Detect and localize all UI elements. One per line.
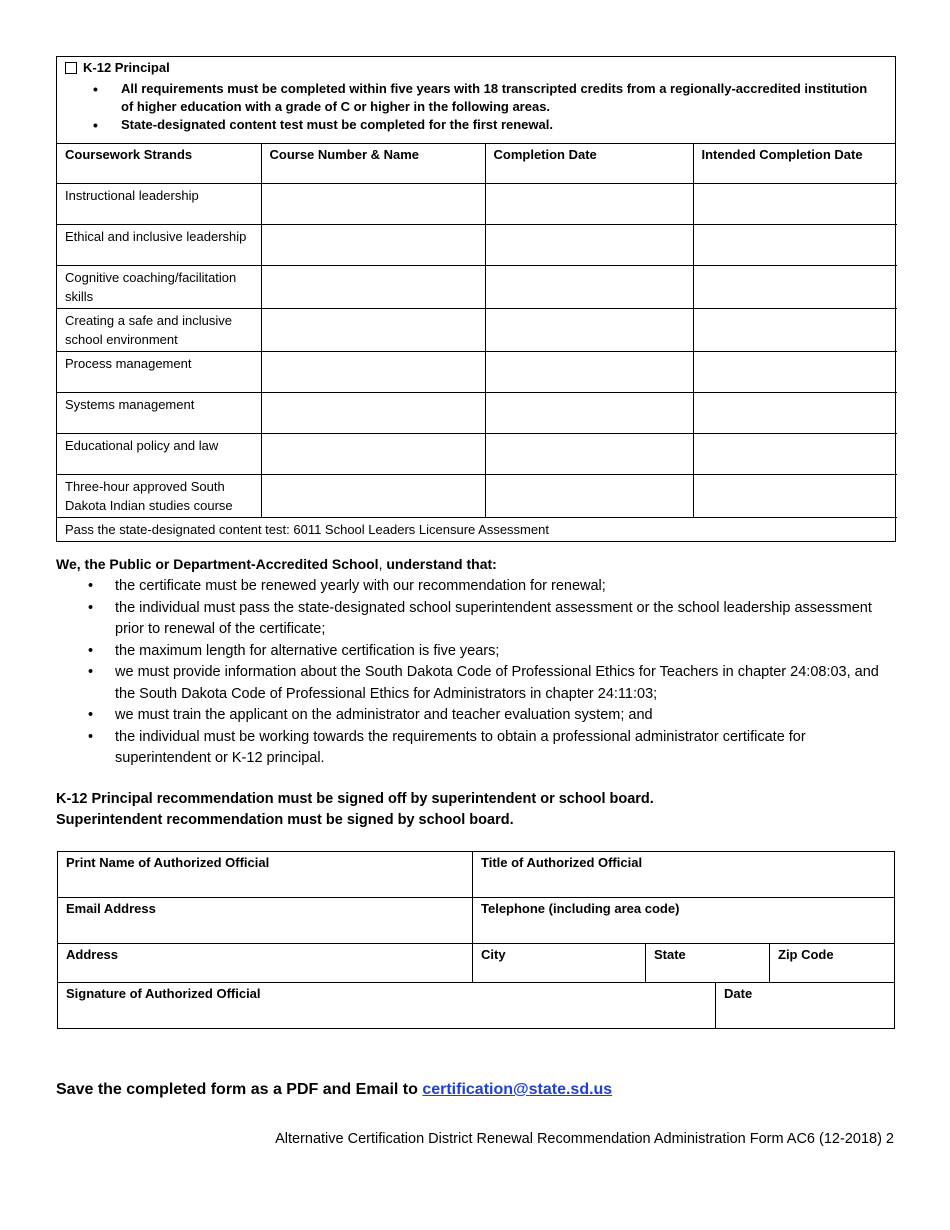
table-row (57, 266, 897, 309)
signoff-notice (56, 789, 654, 831)
strand-cell: Educational policy and law (57, 434, 261, 475)
completion-date-cell[interactable] (485, 352, 693, 393)
completion-date-cell[interactable] (485, 393, 693, 434)
page-footer: Alternative Certification District Renewal Recommendation Administration Form AC6 (12-2018) 2 (275, 1131, 894, 1147)
table-row (57, 184, 897, 225)
course-input-cell[interactable] (261, 352, 485, 393)
requirement-item: • All requirements must be completed within five years with 18 transcripted credits from a regionally-accredited institution of higher education with a grade of C or higher in the following areas. (93, 80, 883, 116)
print-name-field[interactable]: Print Name of Authorized Official (58, 852, 473, 898)
table-row (57, 309, 897, 352)
list-item: • the individual must be working towards the requirements to obtain a professional administrator certificate for superintendent or K-12 principal. (56, 727, 896, 770)
table-row (57, 434, 897, 475)
completion-date-cell[interactable] (485, 475, 693, 518)
col-coursework-strands: Coursework Strands (57, 143, 261, 184)
list-item: • the individual must pass the state-designated school superintendent assessment or the school leadership assessment prior to renewal of the certificate; (56, 598, 896, 641)
k12-principal-title (65, 60, 170, 75)
understanding-list (56, 576, 896, 770)
signature-field[interactable]: Signature of Authorized Official (58, 983, 716, 1029)
intended-date-cell[interactable] (693, 352, 897, 393)
intended-date-cell[interactable] (693, 434, 897, 475)
completion-date-cell[interactable] (485, 184, 693, 225)
understanding-section (56, 554, 896, 770)
table-row (57, 475, 897, 518)
col-intended-completion-date: Intended Completion Date (693, 143, 897, 184)
content-test-cell: Pass the state-designated content test: 6011 School Leaders Licensure Assessment (65, 522, 549, 537)
course-input-cell[interactable] (261, 184, 485, 225)
coursework-table (57, 143, 897, 558)
strand-cell: Three-hour approved South Dakota Indian studies course (57, 475, 261, 518)
save-text: Save the completed form as a PDF and Email to (56, 1081, 423, 1098)
list-item: • we must provide information about the South Dakota Code of Professional Ethics for Teachers in chapter 24:08:03, and the South Dakota Code of Professional Ethics for Administrators in chapter 24:11:03; (56, 662, 896, 705)
table-row (57, 393, 897, 434)
intended-date-cell[interactable] (693, 184, 897, 225)
col-course-number-name: Course Number & Name (261, 143, 485, 184)
completion-date-cell[interactable] (485, 309, 693, 352)
intro-bold-1: We, the Public or Department-Accredited School (56, 556, 379, 572)
course-input-cell[interactable] (261, 309, 485, 352)
completion-date-cell[interactable] (485, 266, 693, 309)
col-completion-date: Completion Date (485, 143, 693, 184)
strand-cell: Ethical and inclusive leadership (57, 225, 261, 266)
save-instructions (56, 1081, 612, 1099)
intended-date-cell[interactable] (693, 393, 897, 434)
completion-date-cell[interactable] (485, 225, 693, 266)
intro-comma: , (378, 556, 383, 572)
intended-date-cell[interactable] (693, 309, 897, 352)
table-row (57, 352, 897, 393)
authorized-official-table (57, 851, 895, 1029)
course-input-cell[interactable] (261, 266, 485, 309)
signoff-line-1: K-12 Principal recommendation must be signed off by superintendent or school board. (56, 791, 654, 807)
strand-cell: Process management (57, 352, 261, 393)
strand-cell: Instructional leadership (57, 184, 261, 225)
intended-date-cell[interactable] (693, 225, 897, 266)
course-input-cell[interactable] (261, 225, 485, 266)
list-item: • the certificate must be renewed yearly with our recommendation for renewal; (56, 576, 896, 598)
telephone-field[interactable]: Telephone (including area code) (473, 898, 895, 944)
understanding-intro (56, 554, 896, 574)
signoff-line-2: Superintendent recommendation must be signed by school board. (56, 812, 514, 828)
requirements-list (93, 80, 883, 134)
email-field[interactable]: Email Address (58, 898, 473, 944)
course-input-cell[interactable] (261, 393, 485, 434)
k12-principal-section (56, 56, 896, 542)
intended-date-cell[interactable] (693, 266, 897, 309)
k12-principal-header (57, 57, 895, 144)
requirement-item: • State-designated content test must be completed for the first renewal. (93, 116, 883, 134)
list-item: • the maximum length for alternative certification is five years; (56, 641, 896, 663)
k12-principal-title-text: K-12 Principal (83, 60, 170, 75)
official-title-field[interactable]: Title of Authorized Official (473, 852, 895, 898)
test-row (57, 518, 897, 559)
strand-cell: Systems management (57, 393, 261, 434)
k12-principal-checkbox[interactable] (65, 62, 77, 74)
zip-field[interactable]: Zip Code (770, 944, 895, 983)
intended-date-cell[interactable] (693, 475, 897, 518)
strand-cell: Creating a safe and inclusive school environment (57, 309, 261, 352)
address-field[interactable]: Address (58, 944, 473, 983)
list-item: • we must train the applicant on the administrator and teacher evaluation system; and (56, 705, 896, 727)
course-input-cell[interactable] (261, 475, 485, 518)
city-field[interactable]: City (473, 944, 646, 983)
state-field[interactable]: State (646, 944, 770, 983)
intro-bold-2: understand that: (382, 556, 497, 572)
table-row (57, 225, 897, 266)
coursework-header-row (57, 143, 897, 184)
strand-cell: Cognitive coaching/facilitation skills (57, 266, 261, 309)
course-input-cell[interactable] (261, 434, 485, 475)
completion-date-cell[interactable] (485, 434, 693, 475)
date-field[interactable]: Date (716, 983, 895, 1029)
certification-email-link[interactable]: certification@state.sd.us (422, 1081, 613, 1098)
